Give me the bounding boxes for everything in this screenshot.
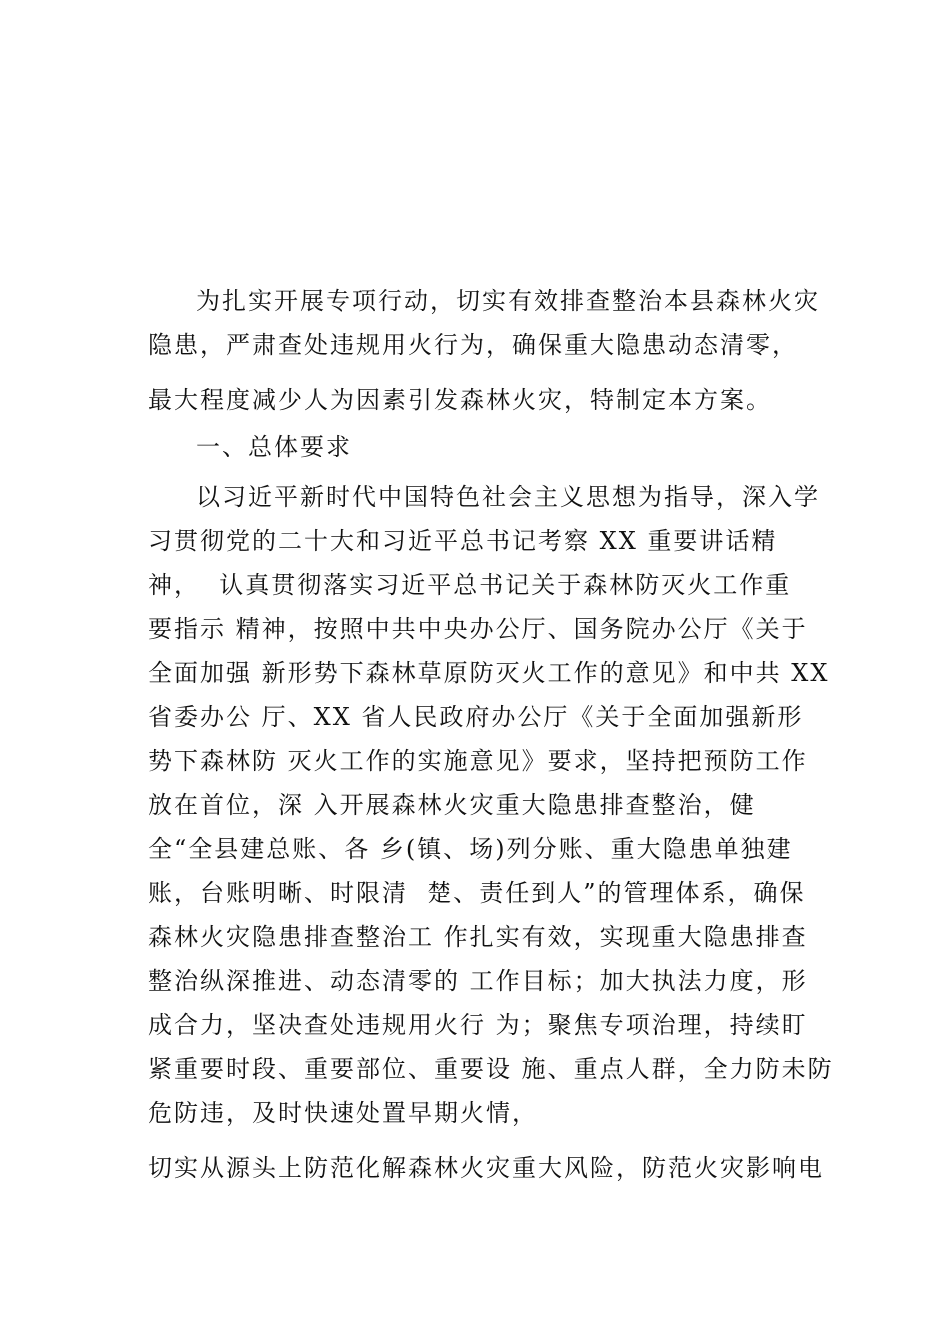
paragraph-line: 紧重要时段、重要部位、重要设 施、重点人群，全力防未防 xyxy=(148,1055,834,1083)
paragraph-line: 省委办公 厅、XX 省人民政府办公厅《关于全面加强新形 xyxy=(148,703,804,731)
paragraph-line: 危防违，及时快速处置早期火情， xyxy=(148,1099,538,1127)
paragraph-line: 隐患，严肃查处违规用火行为，确保重大隐患动态清零， xyxy=(148,331,798,359)
paragraph-line: 全面加强 新形势下森林草原防灭火工作的意见》和中共 XX xyxy=(148,659,830,687)
paragraph-line: 为扎实开展专项行动，切实有效排查整治本县森林火灾 xyxy=(196,287,820,315)
paragraph-line: 成合力，坚决查处违规用火行 为；聚焦专项治理，持续盯 xyxy=(148,1011,808,1039)
paragraph-line: 最大程度减少人为因素引发森林火灾，特制定本方案。 xyxy=(148,386,772,414)
section-heading: 一、总体要求 xyxy=(196,433,352,461)
paragraph-line: 森林火灾隐患排查整治工 作扎实有效，实现重大隐患排查 xyxy=(148,923,808,951)
paragraph-line: 势下森林防 灭火工作的实施意见》要求，坚持把预防工作 xyxy=(148,747,808,775)
paragraph-line: 以习近平新时代中国特色社会主义思想为指导，深入学 xyxy=(196,483,820,511)
paragraph-line: 放在首位，深 入开展森林火灾重大隐患排查整治，健 xyxy=(148,791,756,819)
paragraph-line: 全“全县建总账、各 乡(镇、场)列分账、重大隐患单独建 xyxy=(148,835,793,863)
paragraph-line: 整治纵深推进、动态清零的 工作目标；加大执法力度，形 xyxy=(148,967,808,995)
paragraph-line: 神， 认真贯彻落实习近平总书记关于森林防灭火工作重 xyxy=(148,571,792,599)
paragraph-line: 切实从源头上防范化解森林火灾重大风险，防范火灾影响电 xyxy=(148,1154,824,1182)
paragraph-line: 账，台账明晰、时限清 楚、责任到人”的管理体系，确保 xyxy=(148,879,806,907)
paragraph-line: 要指示 精神，按照中共中央办公厅、国务院办公厅《关于 xyxy=(148,615,808,643)
paragraph-line: 习贯彻党的二十大和习近平总书记考察 XX 重要讲话精 xyxy=(148,527,778,555)
